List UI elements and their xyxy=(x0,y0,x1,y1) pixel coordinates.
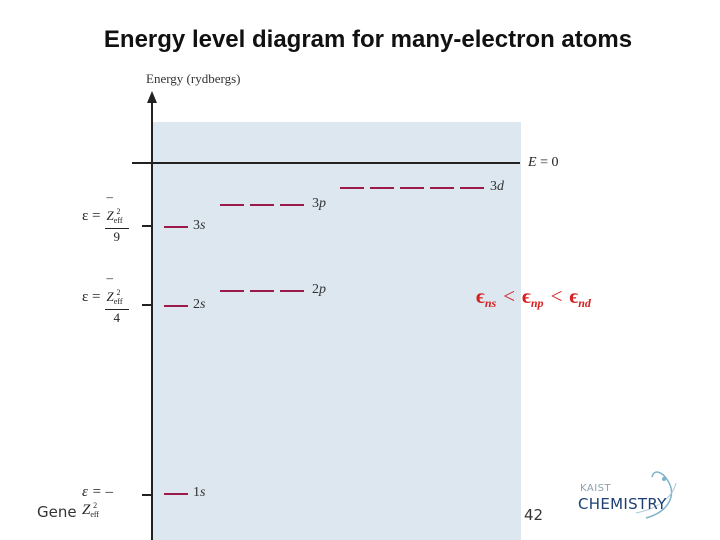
less-than: < xyxy=(503,284,516,308)
orbital-3d-line xyxy=(430,187,454,189)
zero-energy-label xyxy=(528,155,558,171)
orbital-l: s xyxy=(200,218,206,233)
zero-label-rest: = 0 xyxy=(536,155,559,170)
orbital-n: 2 xyxy=(312,282,319,297)
orbital-l: p xyxy=(319,282,326,297)
energy-fraction xyxy=(105,189,129,244)
energy-fraction xyxy=(105,270,129,325)
eps-sub: ns xyxy=(484,296,497,310)
eps-symbol: ϵ xyxy=(569,284,579,308)
numerator-sup: 2 xyxy=(116,207,121,216)
energy-label-n3 xyxy=(82,189,129,244)
eps-sub: np xyxy=(530,296,544,310)
page-number: 42 xyxy=(524,506,544,524)
orbital-2s-line xyxy=(164,305,188,307)
orbital-3p-line xyxy=(220,204,244,206)
slide-title: Energy level diagram for many-electron atoms xyxy=(103,26,633,53)
zero-energy-line xyxy=(132,162,520,164)
orbital-l: s xyxy=(200,485,206,500)
orbital-2p-line xyxy=(220,290,244,292)
orbital-3d-line xyxy=(460,187,484,189)
orbital-2s-label xyxy=(193,297,205,313)
energy-label-n1 xyxy=(82,484,132,519)
numerator-sub: eff xyxy=(113,216,123,225)
numerator-z: –Z xyxy=(106,270,114,304)
zero-label-var: E xyxy=(528,155,537,170)
tick-n1 xyxy=(142,494,152,496)
eps-sub: nd xyxy=(578,296,591,310)
prefix-sup: 2 xyxy=(93,501,98,510)
energy-label-prefix: ε = xyxy=(82,289,101,305)
kaist-chemistry-logo xyxy=(576,463,681,533)
orbital-n: 3 xyxy=(312,196,319,211)
numerator-sup: 2 xyxy=(116,288,121,297)
fraction-denominator: 9 xyxy=(113,229,120,244)
orbital-3d-line xyxy=(340,187,364,189)
axis-arrow-icon xyxy=(147,91,157,103)
tick-n3 xyxy=(142,225,152,227)
tick-n2 xyxy=(142,304,152,306)
orbital-n: 1 xyxy=(193,485,200,500)
logo-top-text: KAIST xyxy=(580,483,612,494)
numerator-z: –Z xyxy=(106,189,114,223)
orbital-l: s xyxy=(200,297,206,312)
eps-symbol: ϵ xyxy=(476,284,485,308)
orbital-3d-label xyxy=(490,179,504,195)
fraction-denominator: 4 xyxy=(113,310,120,325)
orbital-2p-line xyxy=(280,290,304,292)
less-than: < xyxy=(550,284,563,308)
eps-symbol: ϵ xyxy=(522,284,531,308)
prefix-text: ε = –Z xyxy=(82,484,114,518)
orbital-l: p xyxy=(319,196,326,211)
orbital-3d-line xyxy=(400,187,424,189)
fraction-numerator xyxy=(105,189,129,229)
orbital-3s-label xyxy=(193,218,205,234)
logo-bottom-text: CHEMISTRY xyxy=(578,495,667,513)
order-eps-ns xyxy=(476,284,496,308)
orbital-3p-label xyxy=(312,196,326,212)
orbital-l: d xyxy=(497,179,504,194)
axis-title: Energy (rydbergs) xyxy=(146,71,241,86)
orbital-1s-line xyxy=(164,493,188,495)
order-eps-np xyxy=(522,284,544,308)
energy-ordering xyxy=(476,284,591,311)
energy-axis xyxy=(151,100,153,540)
energy-label-n2 xyxy=(82,270,129,325)
orbital-3p-line xyxy=(280,204,304,206)
orbital-n: 2 xyxy=(193,297,200,312)
orbital-3p-line xyxy=(250,204,274,206)
numerator-sub: eff xyxy=(113,297,123,306)
energy-label-prefix xyxy=(82,484,128,519)
footer-text: Gene xyxy=(37,503,77,521)
fraction-numerator xyxy=(105,270,129,310)
orbital-n: 3 xyxy=(193,218,200,233)
orbital-3s-line xyxy=(164,226,188,228)
orbital-1s-label xyxy=(193,485,205,501)
orbital-3d-line xyxy=(370,187,394,189)
orbital-2p-label xyxy=(312,282,326,298)
energy-label-prefix: ε = xyxy=(82,208,101,224)
order-eps-nd xyxy=(569,284,591,308)
prefix-sub: eff xyxy=(90,510,100,519)
diagram-background xyxy=(152,122,521,540)
orbital-2p-line xyxy=(250,290,274,292)
orbital-n: 3 xyxy=(490,179,497,194)
